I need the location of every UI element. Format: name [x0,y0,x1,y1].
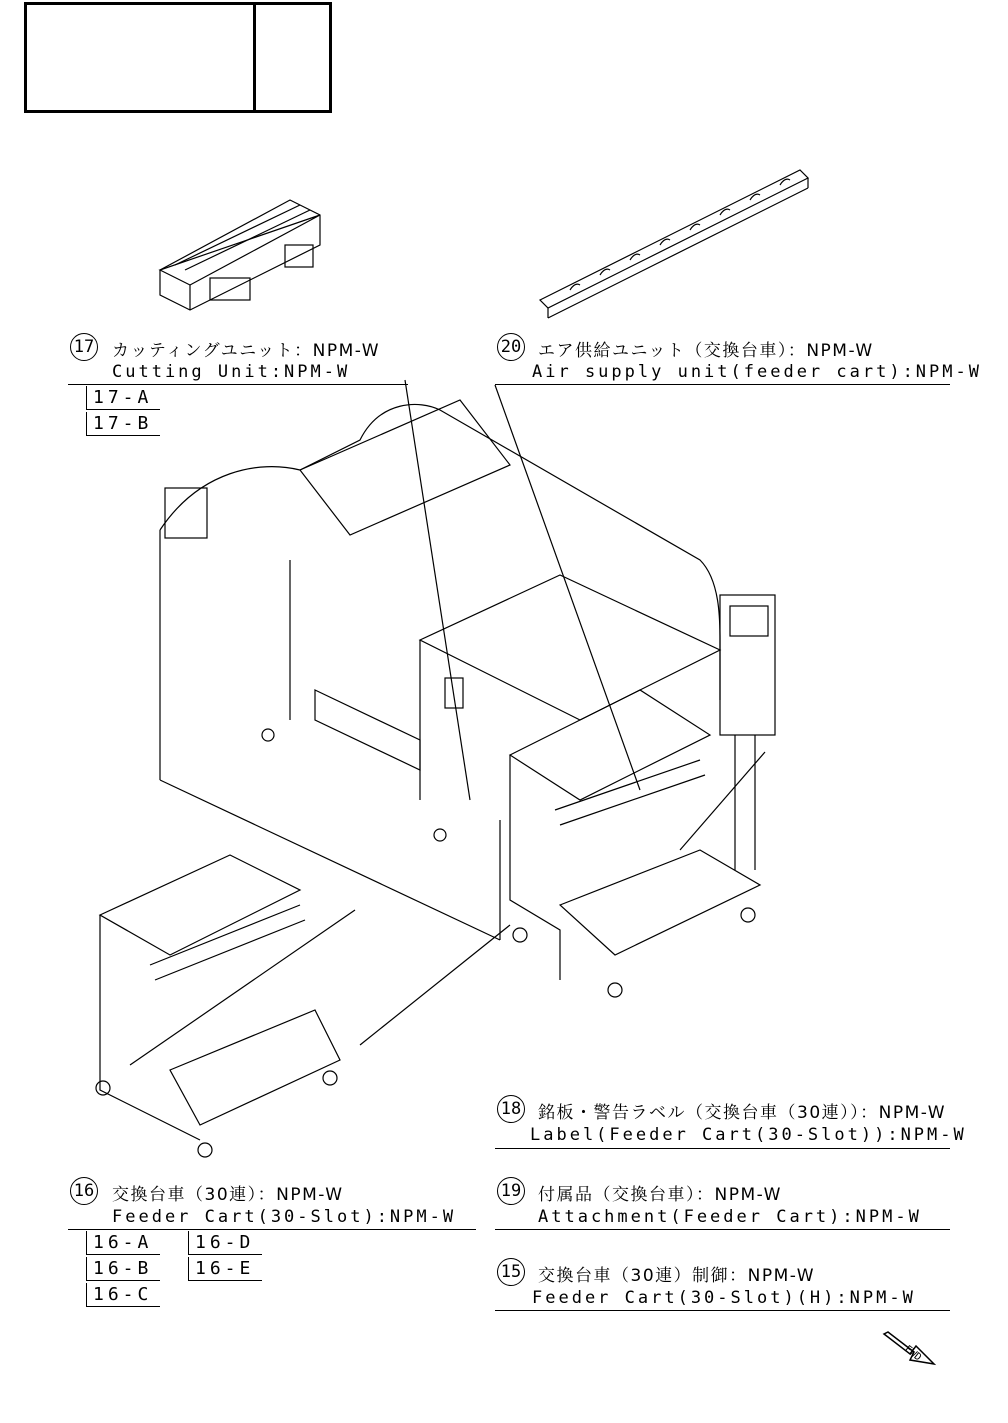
callout-15-underline [495,1310,950,1311]
fwd-arrow-icon [880,1320,940,1370]
callout-16-underline [68,1229,476,1230]
callout-18-underline [495,1148,950,1149]
callout-19-jp-label: 付属品（交換台車）：NPM-W [538,1185,782,1205]
callout-number-20: 20 [497,333,525,361]
callout-16-en-label: Feeder Cart(30-Slot):NPM-W [112,1207,457,1227]
callout-17-en-label: Cutting Unit:NPM-W [112,362,351,382]
callout-19-en-label: Attachment(Feeder Cart):NPM-W [538,1207,922,1227]
sub-part-16-a: 16-A [86,1231,160,1255]
docked-feeder-cart-illustration [510,690,765,997]
sub-part-16-d: 16-D [188,1231,262,1255]
cutting-unit-illustration [160,200,320,310]
leader-line-20 [495,385,640,790]
fwd-label: FWD [902,1343,924,1364]
callout-18-jp-label: 銘板・警告ラベル（交換台車（30連））：NPM-W [538,1103,947,1123]
sub-part-16-e: 16-E [188,1257,262,1281]
callout-17-underline [68,384,408,385]
callout-20-jp-label: エア供給ユニット（交換台車）：NPM-W [538,341,874,361]
callout-number-16: 16 [70,1177,98,1205]
air-supply-unit-illustration [540,170,808,318]
sub-part-17-b: 17-B [86,412,160,436]
callout-number-18: 18 [497,1095,525,1123]
callout-number-19: 19 [497,1177,525,1205]
callout-number-15: 15 [497,1258,525,1286]
sub-part-16-b: 16-B [86,1257,160,1281]
callout-16-jp-label: 交換台車（30連）：NPM-W [112,1185,344,1205]
callout-15-en-label: Feeder Cart(30-Slot)(H):NPM-W [532,1288,916,1308]
callout-15-jp-label: 交換台車（30連）制御：NPM-W [538,1266,816,1286]
callout-18-en-label: Label(Feeder Cart(30-Slot)):NPM-W [530,1125,967,1145]
feeder-cart-illustration [96,855,355,1157]
main-machine-illustration [160,400,775,940]
callout-number-17: 17 [70,333,98,361]
sub-part-17-a: 17-A [86,386,160,410]
callout-20-en-label: Air supply unit(feeder cart):NPM-W [532,362,982,382]
callout-19-underline [495,1229,950,1230]
callout-20-underline [495,384,950,385]
callout-17-jp-label: カッティングユニット：NPM-W [112,341,380,361]
leader-line-16 [360,925,510,1045]
sub-part-16-c: 16-C [86,1283,160,1307]
